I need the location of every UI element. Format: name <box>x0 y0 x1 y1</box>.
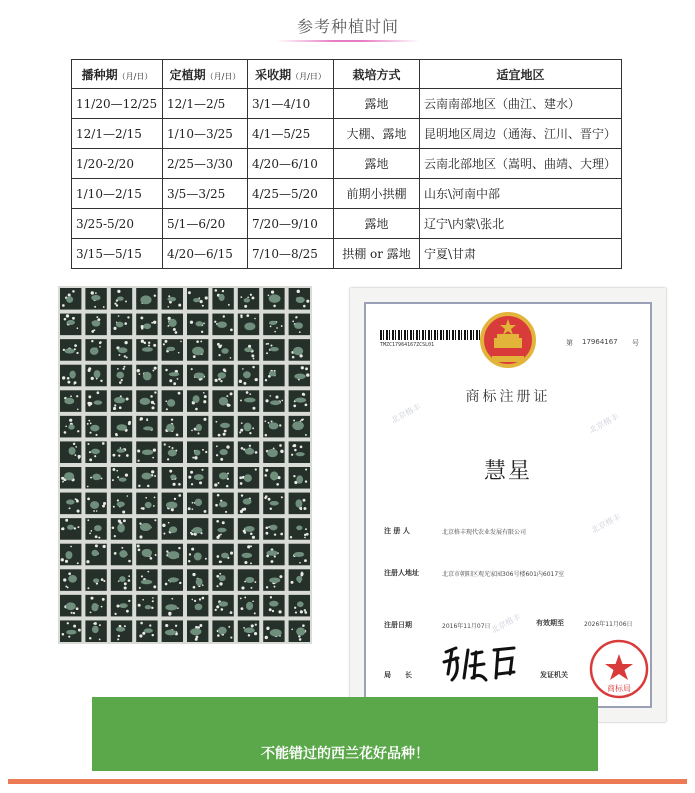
cert-number-label: 第 <box>566 339 573 347</box>
reg-date-value: 2016年11月07日 <box>442 623 491 630</box>
table-row <box>72 239 622 269</box>
table-row <box>72 89 622 119</box>
cell-transplant: 4/20—6/15 <box>163 239 248 269</box>
cell-method: 露地 <box>334 89 420 119</box>
watermark-text: 北京格丰 <box>589 512 623 535</box>
cell-method: 拱棚 or 露地 <box>334 239 420 269</box>
section-header <box>0 10 695 46</box>
cell-sowing: 11/20—12/25 <box>72 89 163 119</box>
watermark-text: 北京格丰 <box>587 412 621 435</box>
brand-name: 慧星 <box>483 459 532 484</box>
table-row <box>72 179 622 209</box>
director-signature <box>442 644 522 684</box>
cell-method: 露地 <box>334 209 420 239</box>
table-row <box>72 119 622 149</box>
registrant-value: 北京格丰现代农业发展有限公司 <box>442 529 527 536</box>
col-header-method: 栽培方式 <box>334 60 420 89</box>
bottom-accent-bar <box>8 779 687 784</box>
title-underline <box>276 40 420 42</box>
reg-date-label: 注册日期 <box>384 621 412 629</box>
cell-region: 宁夏\甘肃 <box>420 239 622 269</box>
watermark-text: 北京格丰 <box>489 612 523 635</box>
address-value: 北京市朝阳区观光家园306号楼601内6017室 <box>442 571 565 578</box>
valid-label: 有效期至 <box>536 619 564 627</box>
cell-harvest: 4/1—5/25 <box>248 119 334 149</box>
address-label: 注册人地址 <box>384 569 419 577</box>
planting-schedule-table <box>71 59 622 269</box>
director-label: 局 长 <box>384 671 412 679</box>
certificate-title: 商标注册证 <box>465 389 551 405</box>
cell-region: 云南南部地区（曲江、建水） <box>420 89 622 119</box>
watermark-text: 北京格丰 <box>389 402 423 425</box>
promo-banner <box>92 697 598 771</box>
cell-region: 山东\河南中部 <box>420 179 622 209</box>
seedling-tray-image <box>58 286 312 644</box>
table-row <box>72 209 622 239</box>
registrant-label: 注 册 人 <box>384 527 410 535</box>
valid-value: 2026年11月06日 <box>584 621 633 628</box>
seedling-tray-photo <box>58 286 312 644</box>
cell-harvest: 3/1—4/10 <box>248 89 334 119</box>
cell-region: 云南北部地区（嵩明、曲靖、大理） <box>420 149 622 179</box>
cell-harvest: 4/25—5/20 <box>248 179 334 209</box>
col-header-transplant: 定植期（月/日） <box>163 60 248 89</box>
cell-harvest: 7/20—9/10 <box>248 209 334 239</box>
cert-number-suffix: 号 <box>632 339 639 347</box>
cell-transplant: 5/1—6/20 <box>163 209 248 239</box>
cell-transplant: 2/25—3/30 <box>163 149 248 179</box>
section-title: 参考种植时间 <box>296 17 399 36</box>
cell-sowing: 3/15—5/15 <box>72 239 163 269</box>
cell-sowing: 1/20-2/20 <box>72 149 163 179</box>
cell-transplant: 3/5—3/25 <box>163 179 248 209</box>
cell-region: 辽宁\内蒙\张北 <box>420 209 622 239</box>
barcode-number: TMZC17964167ZCSL01 <box>380 342 435 348</box>
cell-method: 大棚、露地 <box>334 119 420 149</box>
cell-transplant: 1/10—3/25 <box>163 119 248 149</box>
cell-harvest: 4/20—6/10 <box>248 149 334 179</box>
issuer-label: 发证机关 <box>540 671 568 679</box>
cell-method: 前期小拱棚 <box>334 179 420 209</box>
banner-text: 不能错过的西兰花好品种！ <box>261 746 429 762</box>
cell-sowing: 1/10—2/15 <box>72 179 163 209</box>
cell-sowing: 12/1—2/15 <box>72 119 163 149</box>
seal-text: 商标局 <box>607 684 631 693</box>
cell-sowing: 3/25-5/20 <box>72 209 163 239</box>
cell-region: 昆明地区周边（通海、江川、晋宁） <box>420 119 622 149</box>
col-header-harvest: 采收期（月/日） <box>248 60 334 89</box>
official-seal <box>588 638 650 700</box>
table-row <box>72 149 622 179</box>
barcode <box>380 330 480 340</box>
cell-method: 露地 <box>334 149 420 179</box>
national-emblem-icon <box>478 310 538 372</box>
cell-harvest: 7/10—8/25 <box>248 239 334 269</box>
col-header-sowing: 播种期（月/日） <box>72 60 163 89</box>
table-header-row <box>72 60 622 89</box>
col-header-region: 适宜地区 <box>420 60 622 89</box>
cell-transplant: 12/1—2/5 <box>163 89 248 119</box>
trademark-certificate <box>350 288 666 722</box>
cert-number: 17964167 <box>582 338 618 346</box>
